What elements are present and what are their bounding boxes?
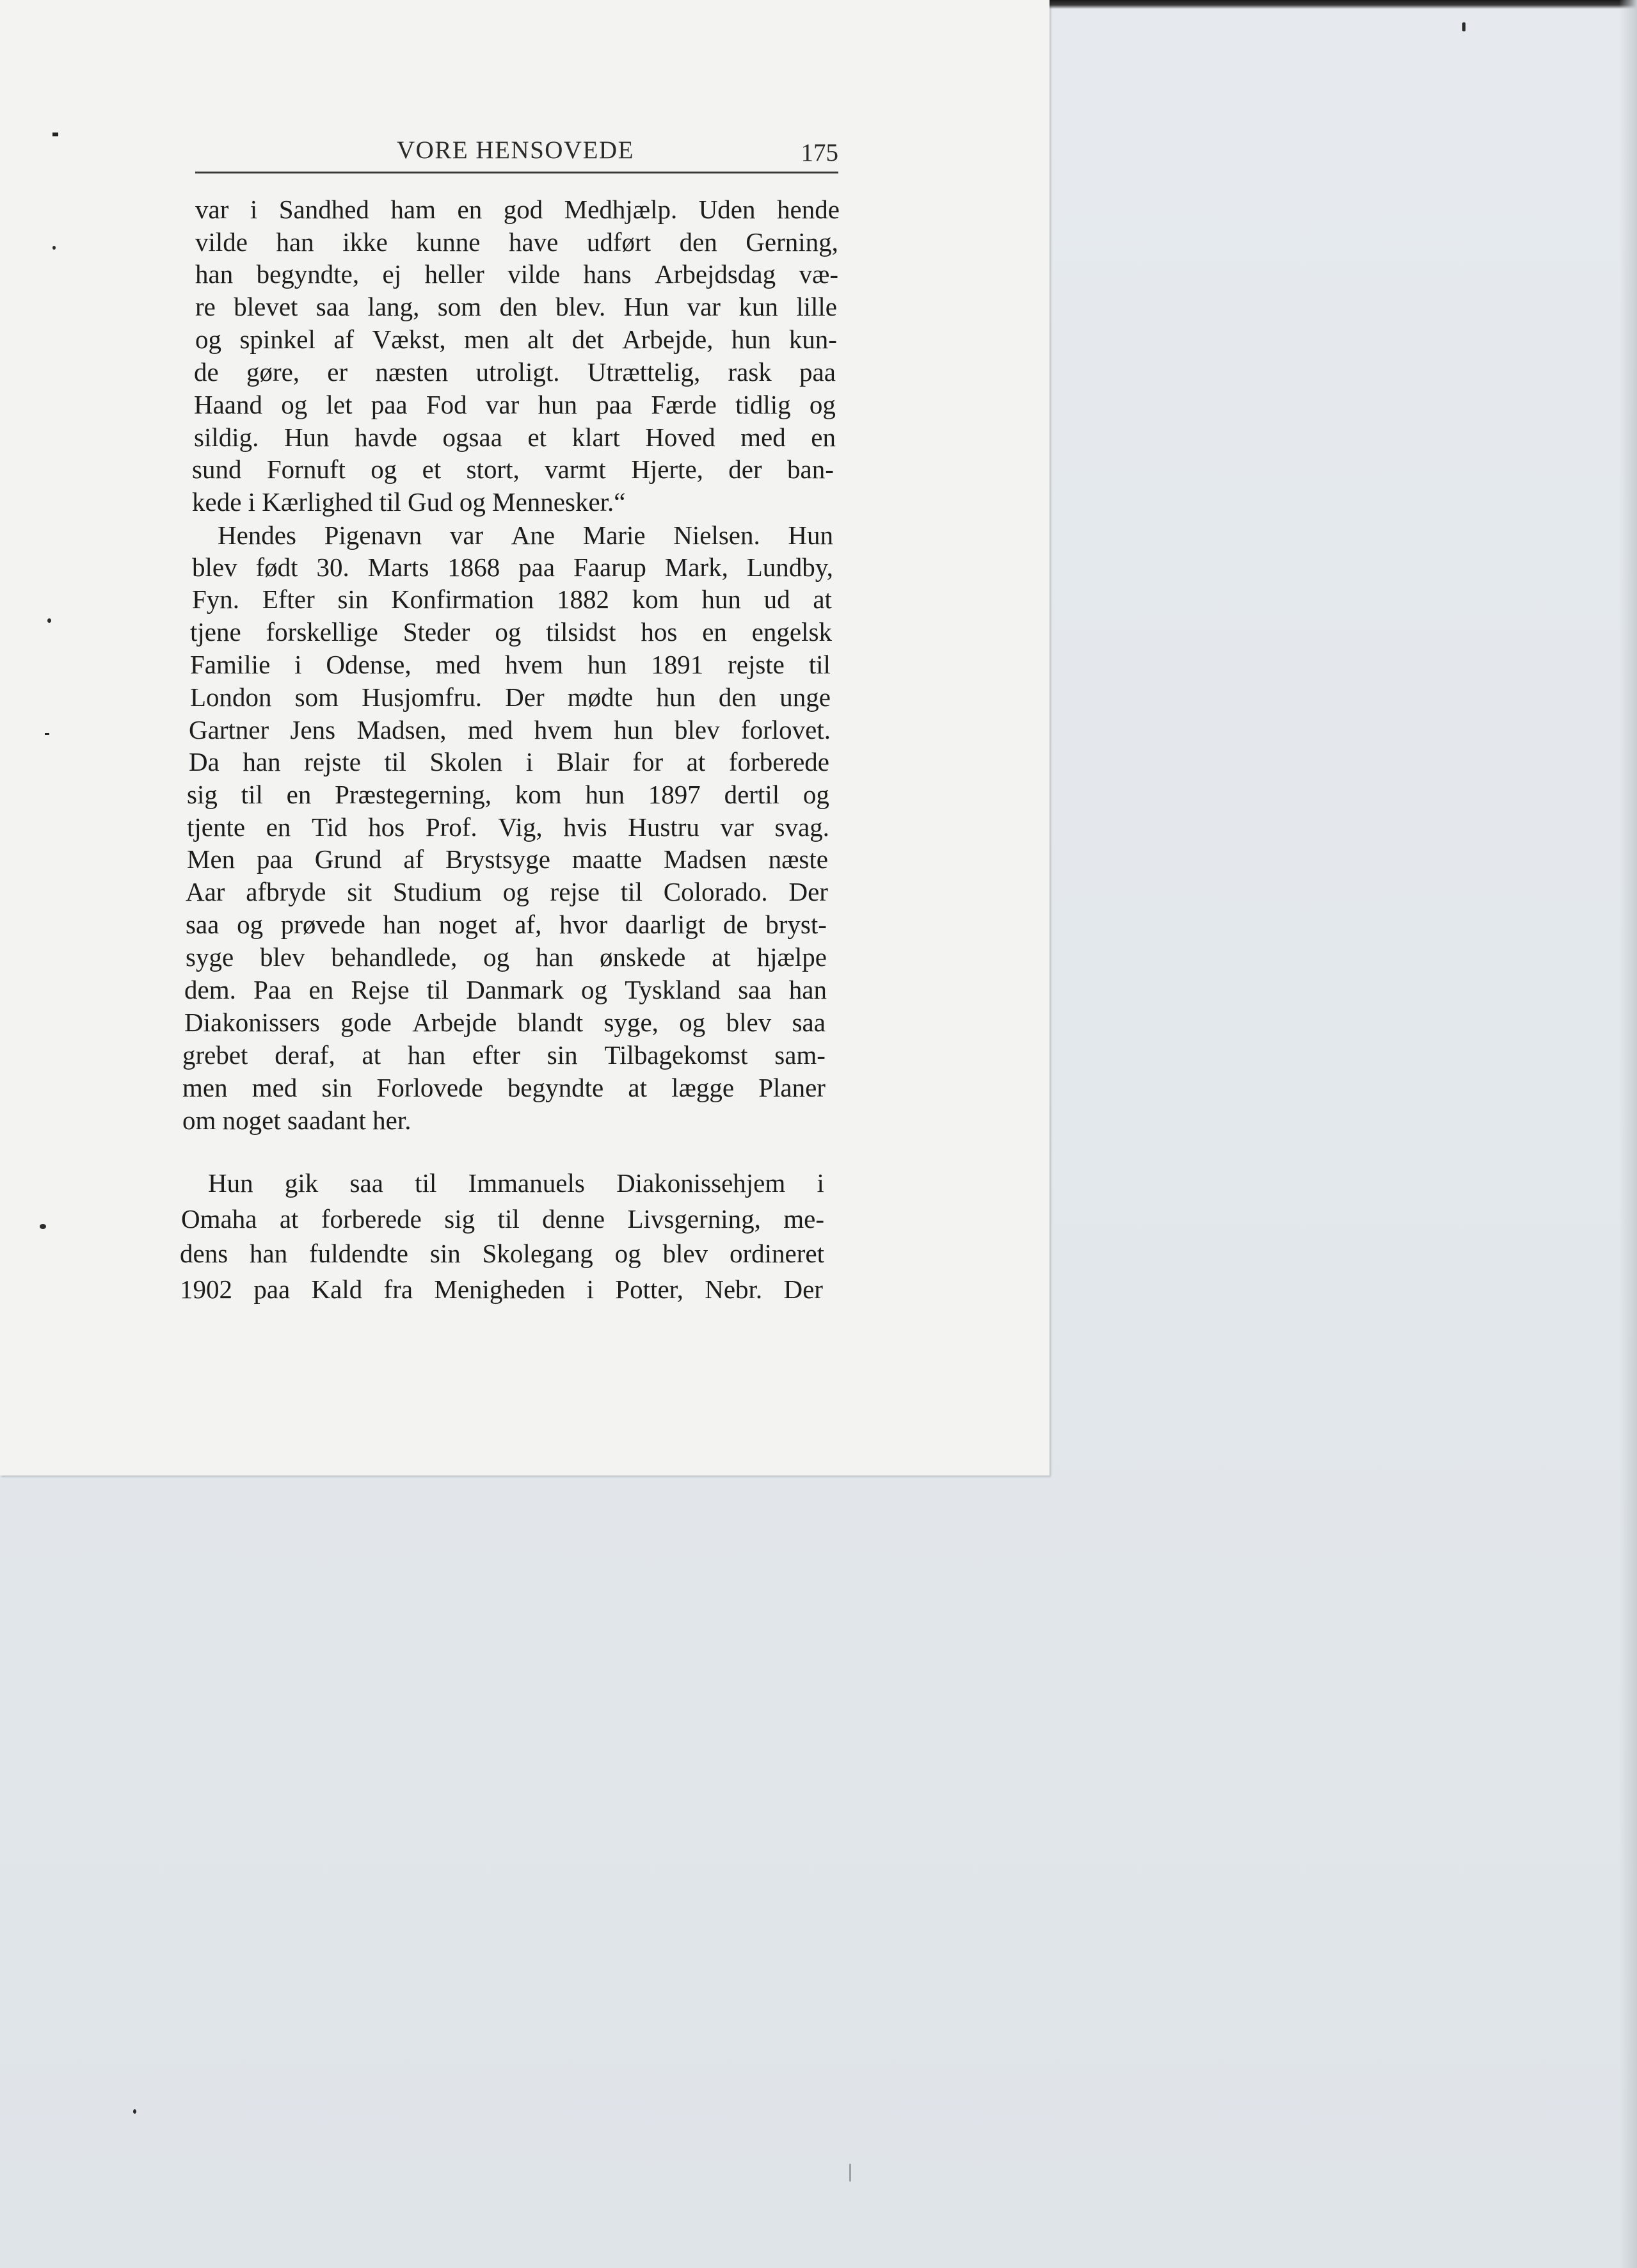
header-rule <box>195 172 838 173</box>
running-head-title: VORE HENSOVEDE <box>397 136 634 164</box>
text-line: om noget saadant her. <box>182 1106 411 1135</box>
text-line: Aar afbryde sit Studium og rejse til Colorado. Der <box>186 877 828 906</box>
scan-mark <box>52 133 58 136</box>
text-line: Gartner Jens Madsen, med hvem hun blev forlovet. <box>189 715 831 744</box>
text-line: dem. Paa en Rejse til Danmark og Tyskland saa han <box>184 975 827 1004</box>
text-line: saa og prøvede han noget af, hvor daarligt de bryst- <box>186 910 827 939</box>
page-number: 175 <box>801 139 838 166</box>
text-line: Hendes Pigenavn var Ane Marie Nielsen. Hun <box>218 520 833 550</box>
scan-mark <box>45 733 49 735</box>
text-line: London som Husjomfru. Der mødte hun den unge <box>190 682 831 712</box>
text-line: Haand og let paa Fod var hun paa Færde tidlig og <box>194 390 836 419</box>
text-line: syge blev behandlede, og han ønskede at hjælpe <box>186 942 827 972</box>
scan-speck <box>1462 22 1465 31</box>
text-line: Da han rejste til Skolen i Blair for at forberede <box>189 747 829 776</box>
scan-speck <box>40 1224 46 1229</box>
text-line: og spinkel af Vækst, men alt det Arbejde, hun kun- <box>195 325 837 354</box>
text-line: grebet deraf, at han efter sin Tilbagekomst sam- <box>182 1040 826 1070</box>
text-line: var i Sandhed ham en god Medhjælp. Uden hende <box>195 195 840 224</box>
scan-speck <box>47 618 51 623</box>
text-line: Fyn. Efter sin Konfirmation 1882 kom hun ud at <box>192 584 832 614</box>
text-line: 1902 paa Kald fra Menigheden i Potter, Nebr. Der <box>180 1275 823 1304</box>
text-line: vilde han ikke kunne have udført den Gerning, <box>195 227 838 257</box>
scan-speck <box>133 2109 136 2114</box>
scan-speck <box>52 246 56 250</box>
scanner-lid-shadow <box>1043 0 1637 9</box>
text-line: Omaha at forberede sig til denne Livsgerning, me- <box>181 1204 824 1234</box>
text-line: men med sin Forlovede begyndte at lægge Planer <box>182 1073 826 1102</box>
text-line: re blevet saa lang, som den blev. Hun var kun lille <box>195 292 837 321</box>
text-line: tjene forskellige Steder og tilsidst hos en engelsk <box>190 617 832 647</box>
text-line: kede i Kærlighed til Gud og Mennesker.“ <box>192 487 626 517</box>
text-line: sig til en Præstegerning, kom hun 1897 dertil og <box>187 780 829 809</box>
text-line: Familie i Odense, med hvem hun 1891 rejste til <box>190 650 831 679</box>
text-line: Men paa Grund af Brystsyge maatte Madsen næste <box>187 844 828 874</box>
book-page <box>0 0 1050 1476</box>
running-head <box>195 136 838 175</box>
text-line: sund Fornuft og et stort, varmt Hjerte, der ban- <box>192 454 834 484</box>
text-line: sildig. Hun havde ogsaa et klart Hoved med en <box>194 422 836 452</box>
text-line: Hun gik saa til Immanuels Diakonissehjem i <box>208 1168 824 1198</box>
scan-speck <box>849 2164 851 2182</box>
text-line: blev født 30. Marts 1868 paa Faarup Mark, Lundby, <box>192 552 833 582</box>
text-line: de gøre, er næsten utroligt. Utrættelig, rask paa <box>194 357 836 387</box>
text-line: tjente en Tid hos Prof. Vig, hvis Hustru var svag. <box>187 812 829 842</box>
text-line: han begyndte, ej heller vilde hans Arbejdsdag væ- <box>195 259 838 289</box>
scanner-edge-shadow <box>1619 0 1637 2268</box>
text-line: dens han fuldendte sin Skolegang og blev ordineret <box>180 1239 824 1268</box>
text-line: Diakonissers gode Arbejde blandt syge, og blev saa <box>184 1008 826 1037</box>
